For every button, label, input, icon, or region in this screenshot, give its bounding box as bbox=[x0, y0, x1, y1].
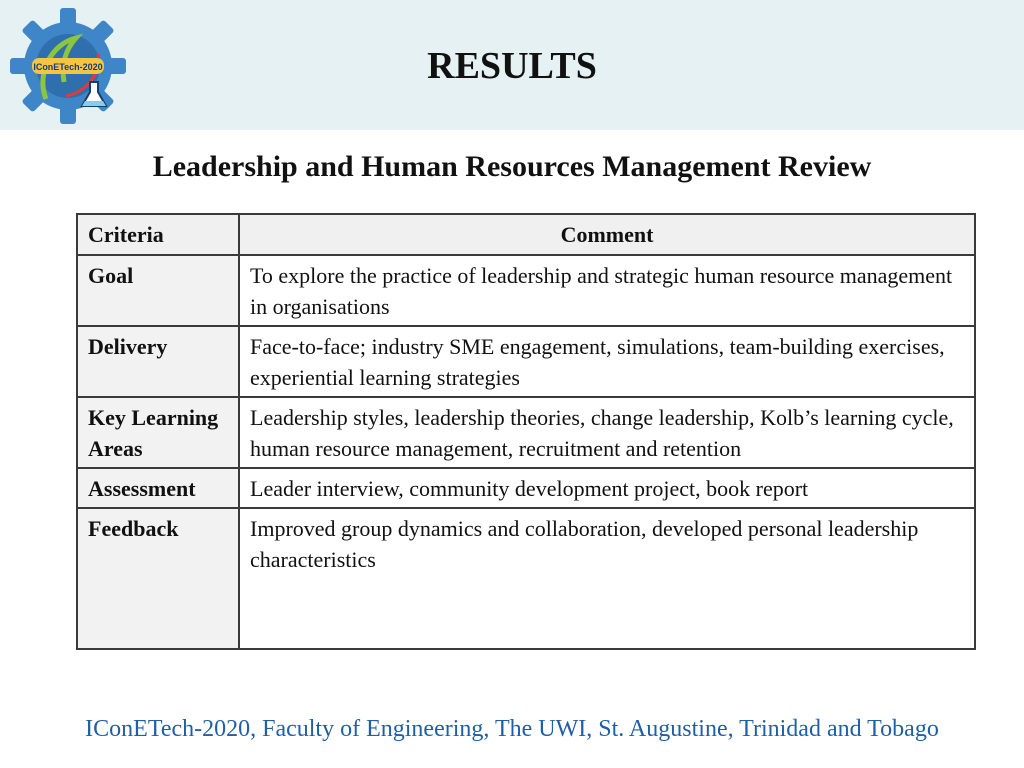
footer-text: IConETech-2020, Faculty of Engineering, The UWI, St. Augustine, Trinidad and Tobago bbox=[85, 716, 939, 742]
review-table bbox=[76, 213, 976, 650]
comment-cell: Leadership styles, leadership theories, change leadership, Kolb’s learning cycle, human resource management, recruitment and retention bbox=[239, 397, 975, 468]
criteria-cell: Assessment bbox=[77, 468, 239, 508]
table-row bbox=[77, 397, 975, 468]
page-title: RESULTS bbox=[427, 45, 597, 87]
table-row bbox=[77, 508, 975, 649]
criteria-header: Criteria bbox=[77, 214, 239, 255]
comment-cell: Leader interview, community development project, book report bbox=[239, 468, 975, 508]
table-row bbox=[77, 255, 975, 326]
comment-cell: Improved group dynamics and collaboration, developed personal leadership characteristics bbox=[239, 508, 975, 649]
criteria-cell: Key Learning Areas bbox=[77, 397, 239, 468]
table-row bbox=[77, 468, 975, 508]
comment-cell: To explore the practice of leadership and strategic human resource management in organisations bbox=[239, 255, 975, 326]
comment-header: Comment bbox=[239, 214, 975, 255]
table-header-row bbox=[77, 214, 975, 255]
criteria-cell: Feedback bbox=[77, 508, 239, 649]
criteria-cell: Goal bbox=[77, 255, 239, 326]
table-row bbox=[77, 326, 975, 397]
comment-cell: Face-to-face; industry SME engagement, simulations, team-building exercises, experiential learning strategies bbox=[239, 326, 975, 397]
logo-text: IConETech-2020 bbox=[33, 62, 103, 72]
table-title: Leadership and Human Resources Management Review bbox=[152, 150, 872, 183]
criteria-cell: Delivery bbox=[77, 326, 239, 397]
